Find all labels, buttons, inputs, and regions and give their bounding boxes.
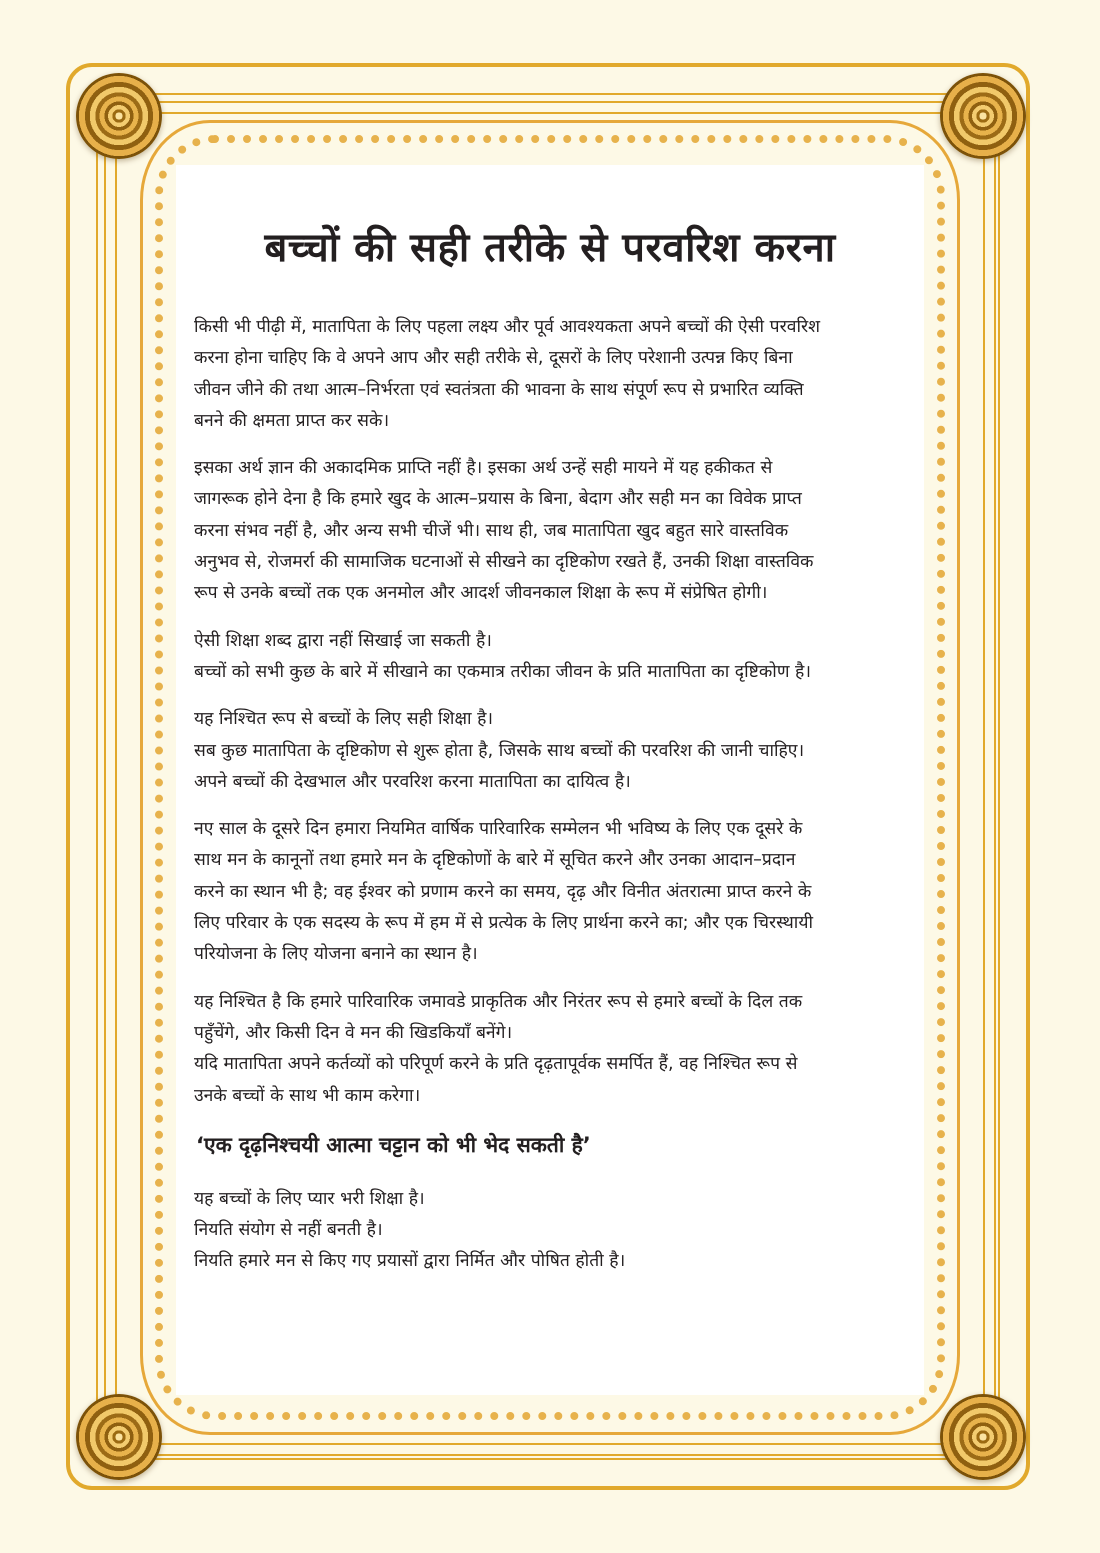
corner-medallion-bottom-right (940, 1394, 1026, 1480)
closing-line: यह बच्चों के लिए प्यार भरी शिक्षा है। (194, 1188, 425, 1209)
page-title: बच्चों की सही तरीके से परवरिश करना (264, 225, 836, 271)
left-border-bars (104, 130, 117, 1423)
paragraph-line: अपने बच्चों की देखभाल और परवरिश करना मातापिता का दायित्व है। (194, 771, 631, 792)
paragraph-line: करना होना चाहिए कि वे अपने आप और सही तरीके से, दूसरों के लिए परेशानी उत्पन्न किए बिना (194, 348, 793, 369)
paragraph-line: जागरूक होने देना है कि हमारे खुद के आत्म–प्रयास के बिना, बेदाग और सही मन का विवेक प्राप्त (194, 489, 802, 510)
paragraph-line: सब कुछ मातापिता के दृष्टिकोण से शुरू होता है, जिसके साथ बच्चों की परवरिश की जानी चाहिए। (194, 740, 805, 761)
bottom-border-bars (130, 1443, 970, 1456)
corner-medallion-top-right (940, 73, 1026, 159)
paragraph-line: लिए परिवार के एक सदस्य के रूप में हम में से प्रत्येक के लिए प्रार्थना करने का; और एक चिरस्थायी (194, 913, 814, 934)
paragraph-1 (194, 312, 906, 437)
right-border-bars (983, 130, 996, 1423)
paragraph-line: करने का स्थान भी है; वह ईश्वर को प्रणाम करने का समय, दृढ़ और विनीत अंतरात्मा प्राप्त करने के (194, 881, 812, 902)
paragraph-line: यदि मातापिता अपने कर्तव्यों को परिपूर्ण करने के प्रति दृढ़तापूर्वक समर्पित हैं, वह निश्चित रूप से (194, 1054, 798, 1075)
paragraph-line: यह निश्चित है कि हमारे पारिवारिक जमावडे प्राकृतिक और निरंतर रूप से हमारे बच्चों के दिल तक (194, 991, 803, 1012)
paragraph-line: नए साल के दूसरे दिन हमारा नियमित वार्षिक पारिवारिक सम्मेलन भी भविष्य के लिए एक दूसरे के (194, 819, 803, 840)
closing-paragraph (194, 1184, 906, 1278)
paragraph-line: बनने की क्षमता प्राप्त कर सके। (194, 410, 390, 431)
corner-medallion-bottom-left (76, 1394, 162, 1480)
paragraph-line: यह निश्चित रूप से बच्चों के लिए सही शिक्षा है। (194, 709, 494, 730)
paragraph-5 (194, 814, 906, 970)
paragraph-3 (194, 626, 906, 689)
closing-line: नियति संयोग से नहीं बनती है। (194, 1220, 383, 1241)
paragraph-line: साथ मन के कानूनों तथा हमारे मन के दृष्टिकोणों के बारे में सूचित करने और उनका आदान–प्रदान (194, 850, 796, 871)
paragraph-line: रूप से उनके बच्चों तक एक अनमोल और आदर्श जीवनकाल शिक्षा के रूप में संप्रेषित होगी। (194, 583, 768, 604)
corner-medallion-top-left (76, 73, 162, 159)
paragraph-line: ऐसी शिक्षा शब्द द्वारा नहीं सिखाई जा सकती है। (194, 630, 492, 651)
paragraph-line: उनके बच्चों के साथ भी काम करेगा। (194, 1085, 421, 1106)
paragraph-line: जीवन जीने की तथा आत्म–निर्भरता एवं स्वतंत्रता की भावना के साथ संपूर्ण रूप से प्रभारित व्यक्ति (194, 379, 804, 400)
paragraph-2 (194, 453, 906, 609)
paragraph-line: अनुभव से, रोजमर्रा की सामाजिक घटनाओं से सीखने का दृष्टिकोण रखते हैं, उनकी शिक्षा वास्तविक (194, 552, 814, 573)
highlight-quote: ‘एक दृढ़निश्चयी आत्मा चट्टान को भी भेद सकती है’ (196, 1132, 591, 1157)
paragraph-line: पहुँचेंगे, और किसी दिन वे मन की खिडकियाँ बनेंगे। (194, 1022, 513, 1043)
article-body (194, 312, 906, 1294)
paragraph-6 (194, 987, 906, 1112)
paragraph-line: इसका अर्थ ज्ञान की अकादमिक प्राप्ति नहीं है। इसका अर्थ उन्हें सही मायने में यह हकीकत से (194, 458, 773, 479)
paragraph-line: किसी भी पीढ़ी में, मातापिता के लिए पहला लक्ष्य और पूर्व आवश्यकता अपने बच्चों की ऐसी परवरिश (194, 317, 821, 337)
closing-line: नियति हमारे मन से किए गए प्रयासों द्वारा निर्मित और पोषित होती है। (194, 1251, 626, 1272)
top-border-bars (130, 101, 970, 114)
paragraph-4 (194, 704, 906, 798)
paragraph-line: बच्चों को सभी कुछ के बारे में सीखाने का एकमात्र तरीका जीवन के प्रति मातापिता का दृष्टिकोण है। (194, 661, 811, 682)
paragraph-line: परियोजना के लिए योजना बनाने का स्थान है। (194, 944, 478, 965)
paragraph-line: करना संभव नहीं है, और अन्य सभी चीजें भी। साथ ही, जब मातापिता खुद बहुत सारे वास्तविक (194, 520, 789, 541)
